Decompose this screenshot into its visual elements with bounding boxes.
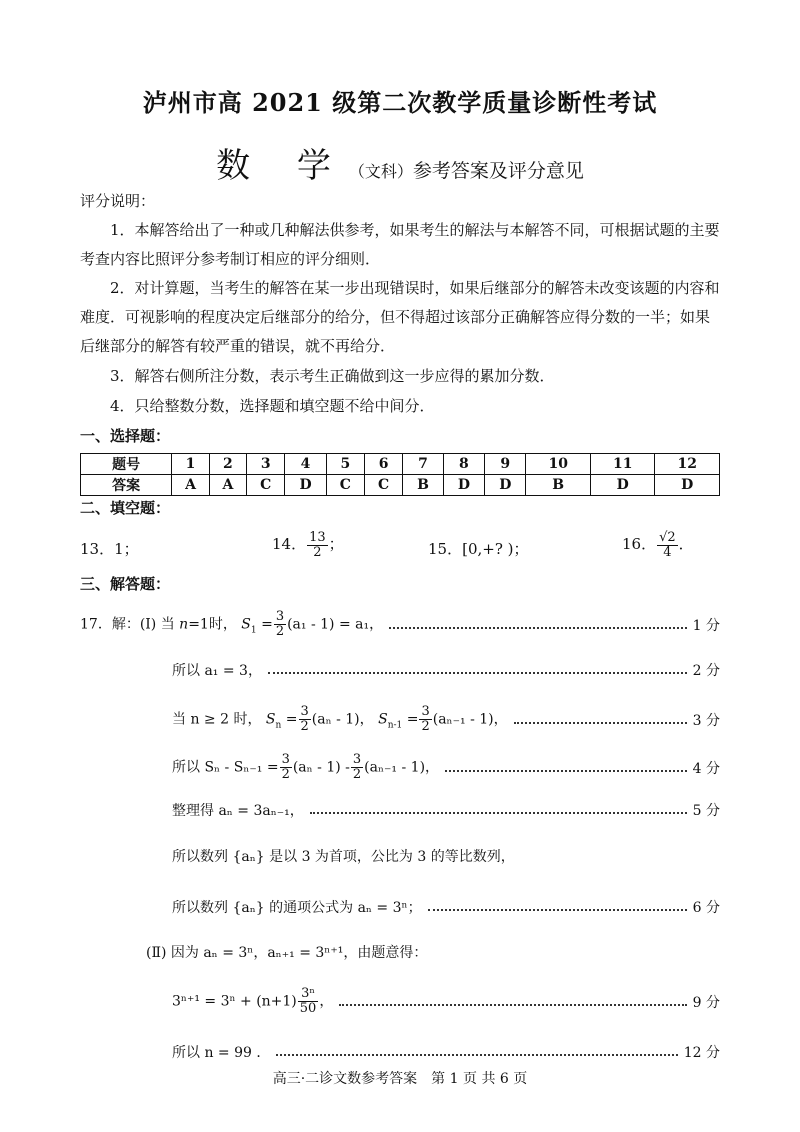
denominator: 2 (352, 767, 362, 782)
numerator: 3 (352, 752, 362, 767)
grading-heading: 评分说明： (80, 192, 156, 210)
q16-tail: ． (678, 535, 694, 553)
fraction (298, 987, 319, 1016)
q-answer: B (403, 475, 443, 496)
fill-answer-14 (272, 530, 344, 560)
score: 3 分 (692, 712, 720, 729)
solution-line-4 (172, 753, 720, 782)
solution-line-7 (172, 897, 720, 917)
section3-heading: 三、解答题： (80, 575, 171, 593)
expr: (aₙ - 1) - (292, 759, 350, 776)
fraction (299, 705, 311, 734)
grading-note-1: 1．本解答给出了一种或几种解法供参考，如果考生的解法与本解答不同，可根据试题的主要考查内容比照评分参考制订相应的评分细则． (80, 221, 720, 268)
leader-dots (445, 770, 687, 772)
denominator: 2 (421, 719, 430, 734)
line-text: 所以 Sₙ - Sₙ₋₁ = (172, 759, 279, 776)
q-answer: D (590, 475, 655, 496)
solution-line-2 (172, 660, 720, 680)
line-text: 所以 n = 99 ． (172, 1045, 271, 1061)
section2-heading: 二、填空题： (80, 499, 171, 517)
expr: (aₙ₋₁ - 1)， (432, 711, 508, 728)
line-text: 所以 a₁ = 3， (172, 663, 262, 679)
q-number: 2 (209, 454, 246, 475)
solution-line-5 (172, 800, 720, 820)
grading-note-2: 2．对计算题，当考生的解答在某一步出现错误时，如果后继部分的解答未改变该题的内容和难度．可视影响的程度决定后继部分的给分，但不得超过该部分正确解答应得分数的一半；如果后继部分的解答有较严重的错误，就不再给分． (80, 279, 720, 355)
denominator: 2 (281, 767, 290, 782)
leader-dots (310, 812, 687, 814)
table-row (81, 475, 720, 496)
q14-denominator: 2 (313, 544, 322, 560)
section1-heading: 一、选择题： (80, 427, 171, 445)
solution-line-8 (172, 987, 720, 1016)
q-number: 3 (247, 454, 285, 475)
q-answer: B (526, 475, 591, 496)
solution-line-9 (172, 1042, 720, 1062)
subtitle-rest: 参考答案及评分意见 (412, 160, 584, 182)
numerator: 3ⁿ (298, 987, 319, 1002)
score: 4 分 (692, 760, 720, 777)
q-number: 5 (326, 454, 364, 475)
fill-answer-16 (622, 530, 694, 560)
score: 5 分 (692, 803, 720, 819)
q16-fraction (657, 531, 678, 560)
denominator: 2 (300, 719, 309, 734)
q-answer: D (285, 475, 326, 496)
leader-dots (389, 627, 687, 629)
q-answer: C (365, 475, 403, 496)
q-answer: C (247, 475, 285, 496)
fraction (351, 753, 363, 782)
solution-line-6: 所以数列 {aₙ} 是以 3 为首项，公比为 3 的等比数列， (172, 849, 515, 865)
denominator: 2 (275, 624, 285, 639)
q-number: 9 (485, 454, 526, 475)
q-answer: D (485, 475, 526, 496)
q-number: 4 (285, 454, 326, 475)
var-n: n (179, 616, 189, 633)
line-text: 3ⁿ⁺¹ = 3ⁿ + (n+1) (172, 993, 297, 1010)
q-answer: D (443, 475, 484, 496)
score: 12 分 (683, 1045, 720, 1061)
subject-name: 数 学 (216, 146, 349, 186)
expr: (aₙ - 1)， (311, 711, 374, 728)
q17-label: 17．解：(Ⅰ) 当 (80, 616, 175, 633)
numerator: 3 (300, 704, 309, 719)
q14-tail: ； (328, 535, 344, 553)
leader-dots (276, 1054, 677, 1056)
numerator: 3 (421, 704, 430, 719)
q-number: 6 (365, 454, 403, 475)
leader-dots (268, 672, 687, 674)
score: 6 分 (692, 900, 720, 916)
fraction (280, 753, 292, 782)
fill-answer-13: 13．1； (80, 540, 139, 558)
line-text: 当 n ≥ 2 时， (172, 711, 262, 728)
expr: (a₁ - 1) = a₁， (287, 616, 384, 633)
var-s: S (241, 616, 251, 633)
numerator: 3 (281, 752, 290, 767)
page-footer: 高三·二诊文数参考答案 第 1 页 共 6 页 (272, 1071, 528, 1087)
score: 2 分 (692, 663, 720, 679)
q-number: 11 (590, 454, 655, 475)
q14-label: 14． (272, 535, 307, 553)
cond-text: =1时， (188, 616, 237, 633)
fill-answer-15: 15．[0,+? )； (428, 540, 529, 558)
expr: ， (319, 993, 334, 1010)
score: 9 分 (692, 994, 720, 1011)
leader-dots (339, 1004, 686, 1006)
row-label-number: 题号 (81, 454, 172, 475)
q-answer: A (172, 475, 209, 496)
grading-note-4: 4．只给整数分数，选择题和填空题不给中间分． (110, 397, 435, 415)
subtitle (0, 138, 800, 187)
q-number: 1 (172, 454, 209, 475)
leader-dots (428, 909, 687, 911)
q16-denominator: 4 (663, 544, 672, 560)
q-number: 10 (526, 454, 591, 475)
equals-sign: = (261, 616, 273, 633)
solution-line-3: 当 n ≥ 2 时， $S_n$ = $\frac{3}{2}$ (aₙ - 1)， $S_{n-1}$ = $\frac{3}{2}$ (aₙ₋₁ - 1)， 3 分 (172, 704, 720, 734)
page-title: 泸州市高 2021 级第二次教学质量诊断性考试 (142, 88, 658, 117)
q14-fraction (307, 531, 328, 560)
numerator: 3 (275, 609, 285, 624)
q-answer: D (655, 475, 720, 496)
table-row (81, 454, 720, 475)
grading-note-3: 3．解答右侧所注分数，表示考生正确做到这一步应得的累加分数． (110, 367, 555, 385)
subject-note: （文科） (348, 162, 413, 181)
q16-numerator: √2 (659, 529, 676, 545)
q16-label: 16． (622, 535, 657, 553)
part-2-intro: (Ⅱ) 因为 aₙ = 3ⁿ，aₙ₊₁ = 3ⁿ⁺¹，由题意得： (146, 945, 428, 961)
q-number: 12 (655, 454, 720, 475)
line-text: 所以数列 {aₙ} 的通项公式为 aₙ = 3ⁿ； (172, 900, 422, 916)
denominator: 50 (299, 1001, 317, 1016)
fraction (274, 610, 286, 639)
leader-dots (514, 722, 687, 724)
line-text: 整理得 aₙ = 3aₙ₋₁， (172, 803, 304, 819)
q-number: 7 (403, 454, 443, 475)
score: 1 分 (692, 617, 720, 634)
q14-numerator: 13 (309, 529, 326, 545)
fraction (419, 705, 431, 734)
q-number: 8 (443, 454, 484, 475)
solution-line-1: 17．解：(Ⅰ) 当 n=1时， $S_1$ = $\frac{3}{2}$ (a₁ - 1) = a₁， 1 分 (80, 609, 720, 639)
row-label-answer: 答案 (81, 475, 172, 496)
expr: (aₙ₋₁ - 1)， (364, 759, 440, 776)
answer-table (80, 453, 720, 496)
q-answer: C (326, 475, 364, 496)
q-answer: A (209, 475, 246, 496)
